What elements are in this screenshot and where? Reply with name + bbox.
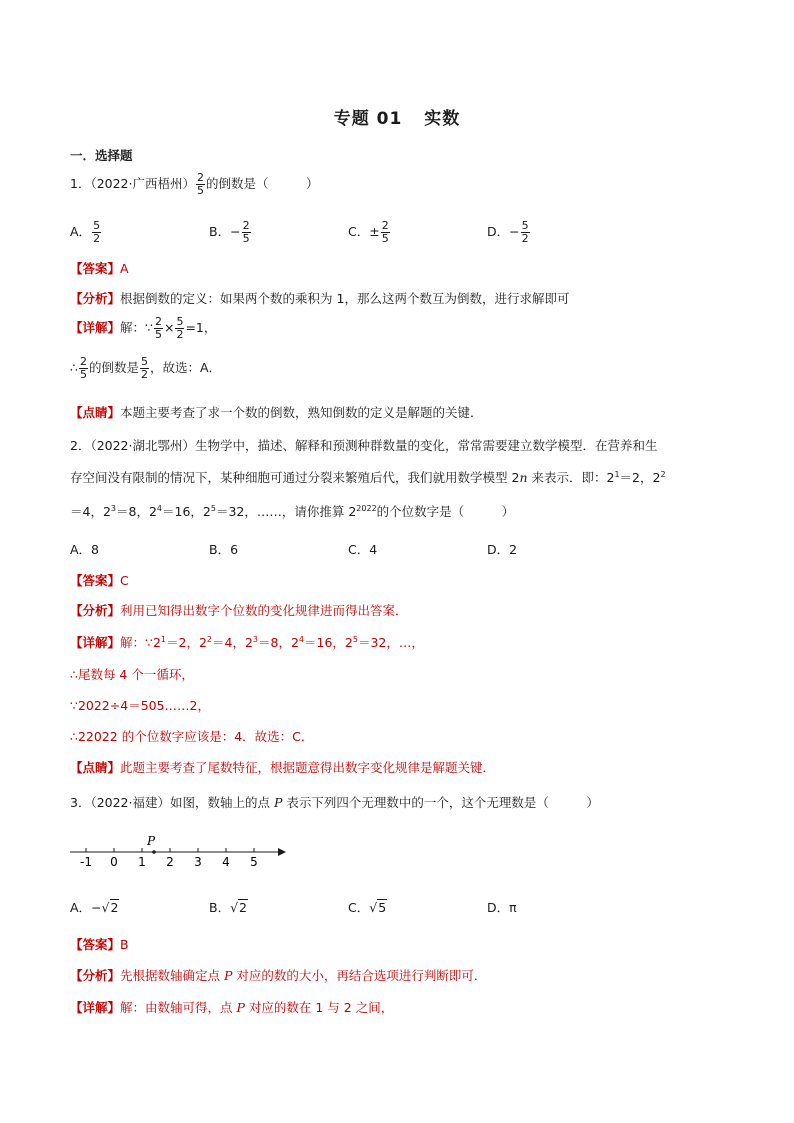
option-a: A． $\frac{5}{2}$ [70, 219, 101, 245]
tick-label: -1 [80, 855, 92, 869]
option-a: A．8 [70, 542, 100, 557]
q3-detail: 【详解】解：由数轴可得，点 P 对应的数在 1 与 2 之间， [70, 1000, 394, 1015]
arrow-head-icon [278, 848, 286, 856]
q2-analysis: 【分析】利用已知得出数字个位数的变化规律进而得出答案． [70, 603, 408, 618]
q1-answer: 【答案】A [70, 261, 129, 276]
option-c: C．4 [348, 542, 378, 557]
q2-comment: 【点睛】此题主要考查了尾数特征，根据题意得出数字变化规律是解题关键． [70, 760, 496, 775]
option-d: D．− $\frac{5}{2}$ [487, 219, 529, 245]
q2-answer: 【答案】C [70, 573, 129, 588]
point-p-label: P [147, 834, 156, 848]
option-d: D．π [487, 900, 517, 915]
q2-step-1: ∴尾数每 4 个一循环， [70, 667, 194, 682]
page-title: 专题 01 实数 [333, 109, 461, 129]
tick-label: 1 [138, 855, 146, 869]
tick-label: 0 [110, 855, 118, 869]
tick-label: 4 [222, 855, 230, 869]
option-b: B．− $\frac{2}{5}$ [209, 219, 250, 245]
q3-answer: 【答案】B [70, 937, 129, 952]
tick-label: 2 [166, 855, 174, 869]
q1-comment: 【点睛】本题主要考查了求一个数的倒数，熟知倒数的定义是解题的关键． [70, 405, 483, 420]
fraction: $\frac{2}{5}$ [197, 171, 204, 197]
q2-detail: 【详解】解：$\because 2^1=2$，$2^2=4$，$2^3=8$，$2^4=16$，$2^5=32$，…， [70, 635, 424, 650]
tick-label: 5 [250, 855, 258, 869]
option-b: B．6 [209, 542, 239, 557]
q3-analysis: 【分析】先根据数轴确定点 P 对应的数的大小，再结合选项进行判断即可． [70, 968, 487, 983]
q1-analysis: 【分析】根据倒数的定义：如果两个数的乘积为 1，那么这两个数互为倒数，进行求解即可 [70, 291, 570, 306]
q1-detail-line2: ∴ $\frac{2}{5}$ 的倒数是 $\frac{5}{2}$ ，故选：A． [70, 355, 222, 381]
question-2-line1: 2．（2022·湖北鄂州）生物学中，描述、解释和预测种群数量的变化，常常需要建立数学模型．在营养和生 [70, 438, 658, 453]
option-d: D．2 [487, 542, 518, 557]
point-p-dot [152, 850, 156, 854]
question-3-stem: 3．（2022·福建）如图，数轴上的点 P 表示下列四个无理数中的一个，这个无理数是（ ） [70, 795, 599, 810]
question-2-line3: ＝4，$2^3=8$，$2^4=16$，$2^5=32$，……，请你推算 $2^{2022}$的个位数字是（ ） [70, 504, 515, 519]
number-line [70, 830, 290, 870]
tick-label: 3 [194, 855, 202, 869]
option-c: C．± $\frac{2}{5}$ [348, 219, 389, 245]
q1-detail: 【详解】解：∵ $\frac{2}{5}$ × $\frac{5}{2}$ =1， [70, 315, 217, 341]
q2-step-2: ∵2022÷4＝505……2， [70, 698, 211, 713]
option-c: C．√5 [348, 900, 387, 915]
option-b: B．√2 [209, 900, 247, 915]
question-2-line2: 存空间没有限制的情况下，某种细胞可通过分裂来繁殖后代，我们就用数学模型 2n 来表示．即：$2^1=2$，$2^2$ [70, 470, 666, 485]
question-1-stem: 1．（2022·广西梧州） $\frac{2}{5}$ 的倒数是（ ） [70, 171, 319, 197]
section-heading: 一．选择题 [70, 148, 133, 163]
option-a: A．−√2 [70, 900, 119, 915]
q2-step-3: ∴22022 的个位数字应该是：4．故选：C． [70, 729, 314, 744]
